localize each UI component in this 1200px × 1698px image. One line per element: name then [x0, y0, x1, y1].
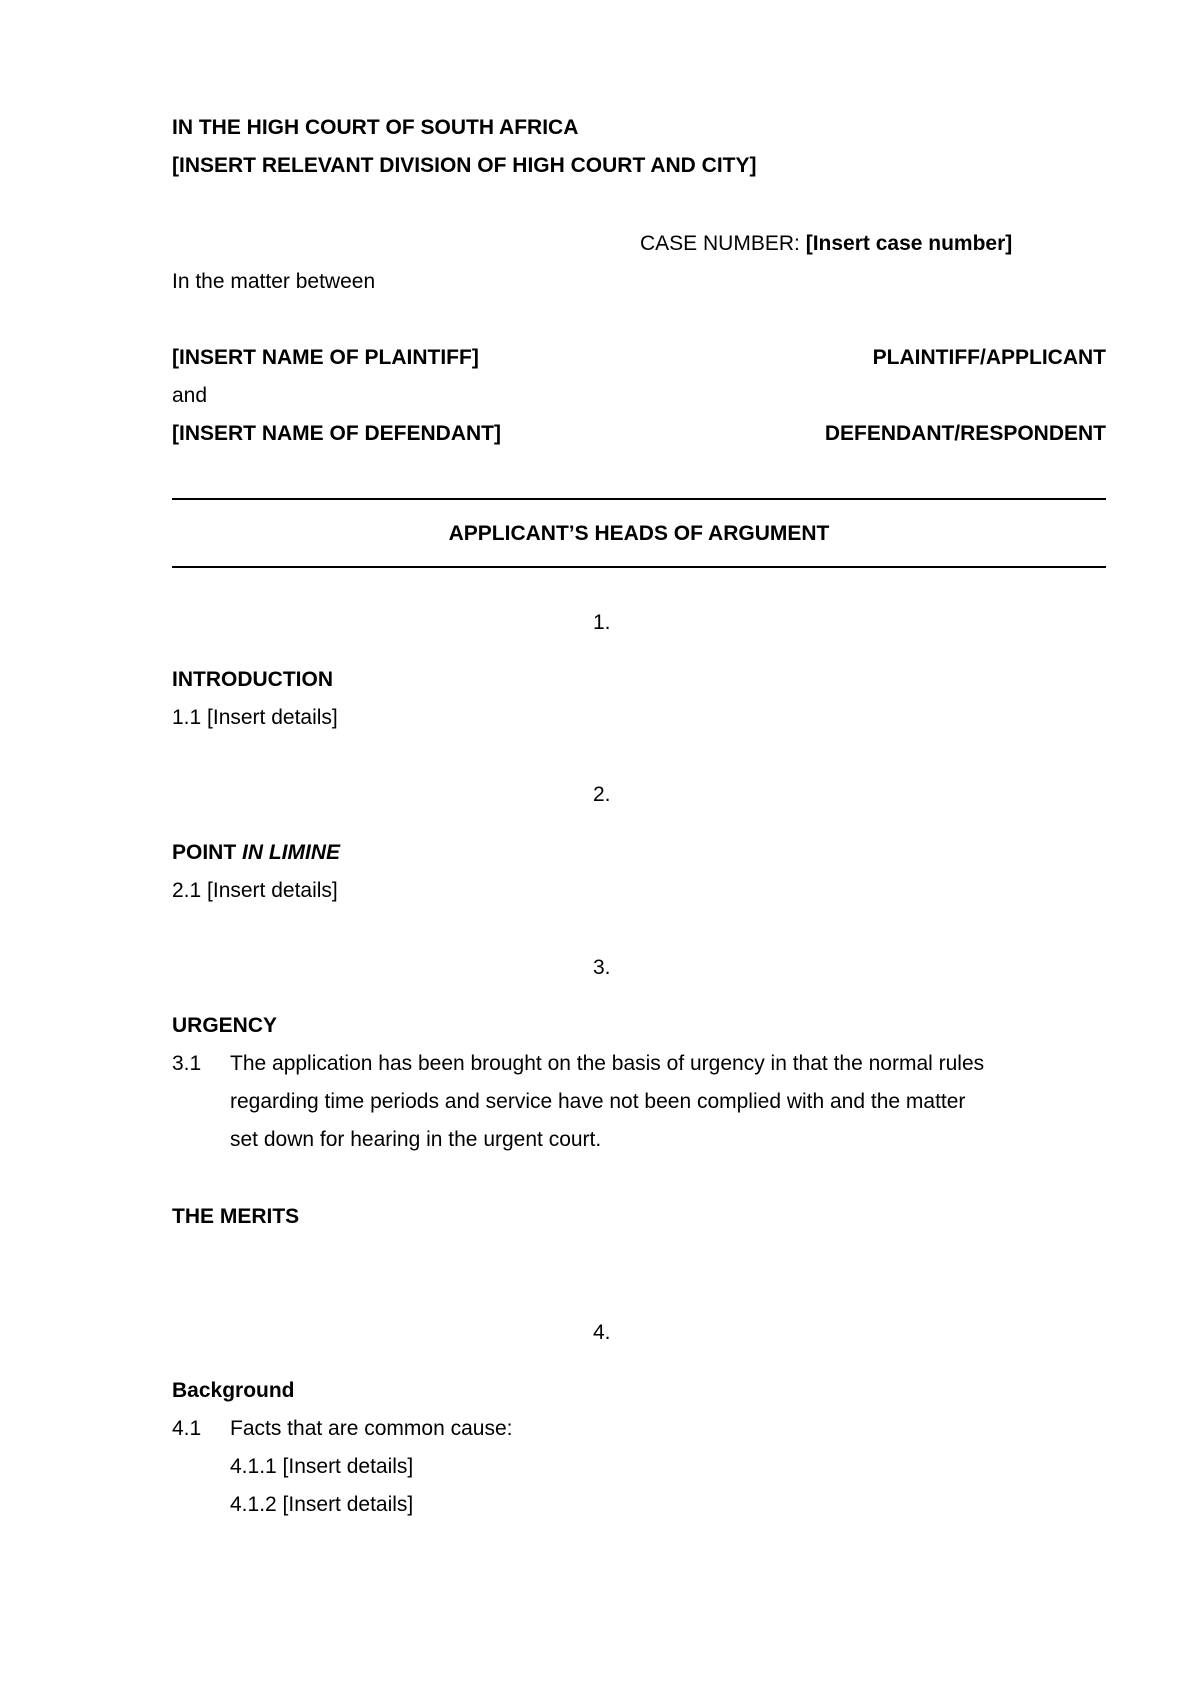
section-2-heading	[172, 842, 340, 863]
section-2-heading-prefix: POINT	[172, 841, 237, 864]
section-3-heading: URGENCY	[172, 1014, 278, 1037]
merits-heading: THE MERITS	[172, 1205, 300, 1228]
title-bottom-rule	[172, 566, 1106, 568]
section-1-heading: INTRODUCTION	[172, 668, 333, 691]
parties-conjunction: and	[172, 384, 208, 407]
section-4-heading: Background	[172, 1379, 295, 1402]
section-3-item-number: 3.1	[172, 1052, 202, 1075]
defendant-name: [INSERT NAME OF DEFENDANT]	[172, 422, 501, 445]
section-4-subitem-1: 4.1.1 [Insert details]	[230, 1455, 414, 1478]
section-2-heading-italic: IN LIMINE	[242, 841, 341, 864]
matter-between: In the matter between	[172, 270, 376, 293]
case-number-value: [Insert case number]	[805, 232, 1013, 255]
section-3-item-line-3: set down for hearing in the urgent court.	[230, 1128, 602, 1151]
court-name: IN THE HIGH COURT OF SOUTH AFRICA	[172, 116, 579, 139]
section-1-item: 1.1 [Insert details]	[172, 706, 338, 729]
plaintiff-name: [INSERT NAME OF PLAINTIFF]	[172, 346, 479, 369]
section-1-number: 1.	[593, 611, 611, 634]
title-top-rule	[172, 498, 1106, 500]
case-number	[640, 233, 1012, 254]
plaintiff-role: PLAINTIFF/APPLICANT	[872, 346, 1106, 369]
section-4-number: 4.	[593, 1321, 611, 1344]
section-3-number: 3.	[593, 956, 611, 979]
section-3-item-line-1: The application has been brought on the basis of urgency in that the normal rules	[230, 1052, 985, 1075]
case-number-label: CASE NUMBER:	[640, 232, 800, 255]
section-2-item: 2.1 [Insert details]	[172, 879, 338, 902]
court-division: [INSERT RELEVANT DIVISION OF HIGH COURT AND CITY]	[172, 154, 757, 177]
section-3-item-line-2: regarding time periods and service have not been complied with and the matter	[230, 1090, 966, 1113]
section-4-subitem-2: 4.1.2 [Insert details]	[230, 1493, 414, 1516]
section-4-item-text: Facts that are common cause:	[230, 1417, 513, 1440]
section-4-item-number: 4.1	[172, 1417, 202, 1440]
defendant-role: DEFENDANT/RESPONDENT	[824, 422, 1106, 445]
document-title: APPLICANT’S HEADS OF ARGUMENT	[448, 522, 830, 545]
section-2-number: 2.	[593, 783, 611, 806]
